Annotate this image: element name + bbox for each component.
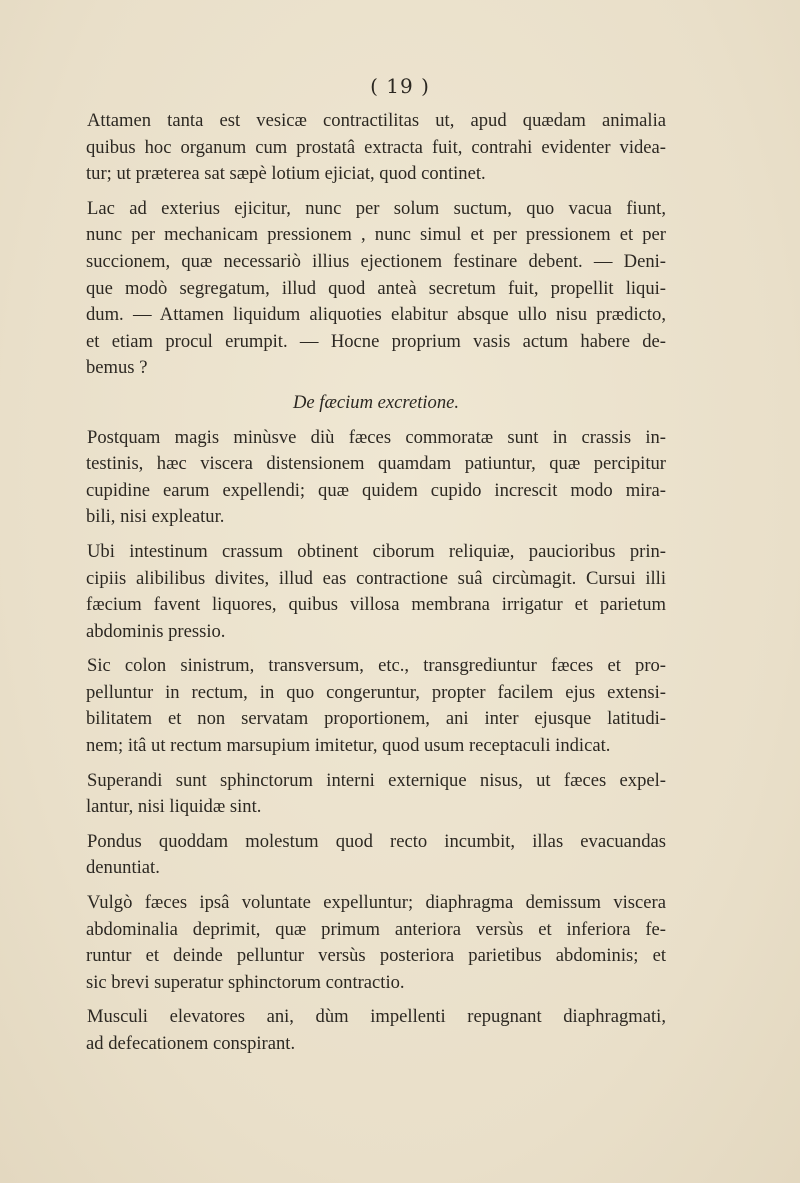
paragraph [86, 108, 666, 188]
text-line: Postquam magis minùsve diù fæces commoratæ sunt in crassis in- [87, 426, 666, 448]
text-line: Superandi sunt sphinctorum interni externique nisus, ut fæces expel- [87, 769, 666, 791]
paragraph [86, 653, 666, 759]
section-urine-milk [86, 108, 666, 382]
text-line: Attamen tanta est vesicæ contractilitas ut, apud quædam animalia [87, 110, 666, 131]
text-line: cipiis alibilibus divites, illud eas contractione suâ circùmagit. Cursui illi [86, 567, 666, 589]
text-line: et etiam procul erumpit. — Hocne proprium vasis actum habere de- [86, 330, 666, 352]
text-line: Musculi elevatores ani, dùm impellenti repugnant diaphragmati, [87, 1006, 666, 1028]
text-line: dum. — Attamen liquidum aliquoties elabitur absque ullo nisu prædicto, [86, 304, 666, 326]
text-line: tur; ut præterea sat sæpè lotium ejiciat, quod continet. [86, 163, 486, 185]
text-line: Lac ad exterius ejicitur, nunc per solum suctum, quo vacua fiunt, [87, 197, 666, 219]
text-line: nem; itâ ut rectum marsupium imitetur, quod usum receptaculi indicat. [86, 735, 611, 757]
text-line: que modò segregatum, illud quod anteà secretum fuit, propellit liqui- [86, 277, 666, 299]
text-line: Pondus quoddam molestum quod recto incumbit, illas evacuandas [87, 830, 666, 852]
text-line: bemus ? [86, 357, 148, 379]
text-line: pelluntur in rectum, in quo congeruntur, propter facilem ejus extensi- [86, 681, 666, 703]
body-text [86, 108, 666, 1066]
text-line: ad defecationem conspirant. [86, 1033, 296, 1054]
text-line: quibus hoc organum cum prostatâ extracta fuit, contrahi evidenter videa- [86, 136, 666, 158]
text-line: succionem, quæ necessariò illius ejectionem festinare debent. — Deni- [86, 250, 666, 272]
text-line: Sic colon sinistrum, transversum, etc., transgrediuntur fæces et pro- [87, 655, 666, 677]
paragraph [86, 1004, 666, 1057]
section-heading: De fæcium excretione. [292, 391, 460, 413]
text-line: Vulgò fæces ipsâ voluntate expelluntur; diaphragma demissum viscera [87, 892, 666, 914]
text-line: nunc per mechanicam pressionem , nunc simul et per pressionem et per [86, 224, 666, 246]
text-line: Ubi intestinum crassum obtinent ciborum reliquiæ, paucioribus prin- [87, 540, 666, 562]
paragraph [86, 768, 666, 821]
paragraph [86, 829, 666, 882]
paragraph [86, 539, 666, 645]
text-line: denuntiat. [86, 857, 160, 879]
paragraph [86, 890, 666, 996]
page-number: ( 19 ) [370, 74, 430, 98]
text-line: bili, nisi expleatur. [86, 506, 225, 528]
text-line: lantur, nisi liquidæ sint. [86, 796, 262, 818]
text-line: runtur et deinde pelluntur versùs posteriora parietibus abdominis; et [86, 945, 666, 967]
text-line: bilitatem et non servatam proportionem, ani inter ejusque latitudi- [86, 708, 666, 730]
text-line: testinis, hæc viscera distensionem quamdam patiuntur, quæ percipitur [86, 453, 666, 475]
text-line: abdominis pressio. [86, 620, 226, 642]
text-line: sic brevi superatur sphinctorum contractio. [86, 971, 405, 993]
text-line: cupidine earum expellendi; quæ quidem cupido increscit modo mira- [86, 479, 666, 501]
section-feces [86, 425, 666, 1058]
text-line: abdominalia deprimit, quæ primum anteriora versùs et inferiora fe- [86, 918, 666, 940]
paragraph [86, 196, 666, 382]
text-line: fæcium favent liquores, quibus villosa membrana irrigatur et parietum [86, 594, 666, 616]
paragraph [86, 425, 666, 531]
